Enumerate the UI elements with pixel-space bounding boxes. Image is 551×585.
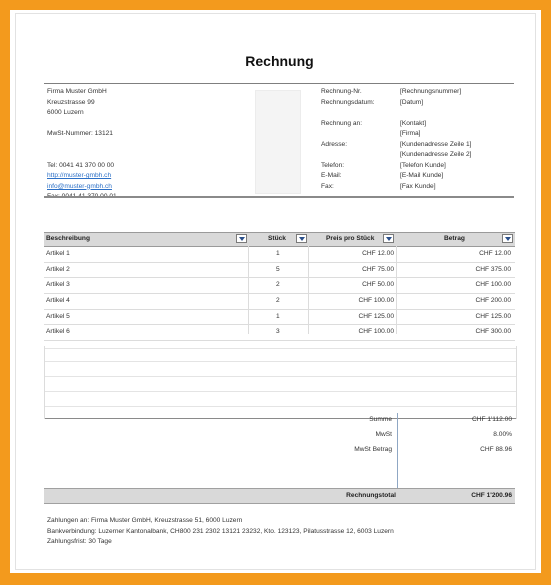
footer-terms: Zahlungsfrist: 30 Tage (47, 538, 112, 545)
invoice-info-value: [Kontakt] (400, 119, 427, 127)
invoice-info-value: [Datum] (400, 98, 424, 106)
company-info (47, 87, 117, 203)
cell-description: Artikel 3 (46, 281, 70, 289)
invoice-info-label: Rechnungsdatum: (321, 98, 375, 106)
company-vat: MwSt-Nummer: 13121 (47, 130, 113, 137)
footer-bank: Bankverbindung: Luzerner Kantonalbank, CH800 231 2302 13121 23232, Kto. 123123, Pilatusstrasse 12, 6003 Luzern (47, 527, 394, 535)
invoice-info-value (400, 108, 471, 119)
header-divider-top (44, 83, 514, 84)
table-row (44, 310, 515, 326)
cell-unit-price: CHF 125.00 (358, 312, 394, 320)
cell-amount: CHF 375.00 (475, 265, 511, 273)
cell-amount: CHF 300.00 (475, 328, 511, 336)
cell-unit-price: CHF 100.00 (358, 328, 394, 336)
cell-unit-price: CHF 50.00 (362, 281, 394, 289)
filter-dropdown-description[interactable] (236, 234, 247, 243)
vat-amount-label: MwSt Betrag (354, 446, 392, 453)
filter-dropdown-qty[interactable] (296, 234, 307, 243)
cell-description: Artikel 2 (46, 265, 70, 273)
sum-value: CHF 1'112.00 (472, 416, 512, 423)
table-row (44, 247, 515, 263)
table-empty-rows (44, 346, 517, 419)
table-row (44, 325, 515, 341)
table-body (44, 247, 515, 341)
cell-qty: 2 (276, 281, 280, 289)
cell-qty: 3 (276, 328, 280, 336)
invoice-info-value: [Fax Kunde] (400, 182, 436, 190)
invoice-info-label (321, 108, 375, 119)
vat-label: MwSt (375, 431, 392, 438)
invoice-info-label: Rechnung an: (321, 119, 363, 127)
invoice-info-label: Rechnung-Nr. (321, 88, 362, 95)
payment-footer (47, 516, 394, 548)
cell-unit-price: CHF 75.00 (362, 265, 394, 273)
vat-amount-value: CHF 88.96 (480, 446, 512, 453)
invoice-info-values (400, 87, 471, 192)
cell-amount: CHF 12.00 (479, 250, 511, 257)
filter-dropdown-amount[interactable] (502, 234, 513, 243)
invoice-info-label: Telefon: (321, 161, 345, 169)
invoice-info-value: [E-Mail Kunde] (400, 172, 444, 179)
header-divider-bottom (44, 196, 514, 198)
footer-payment-to: Zahlungen an: Firma Muster GmbH, Kreuzstrasse 51, 6000 Luzern (47, 517, 243, 524)
cell-qty: 5 (276, 265, 280, 273)
logo-placeholder (255, 90, 301, 194)
cell-description: Artikel 4 (46, 297, 70, 305)
header-description: Beschreibung (46, 235, 90, 242)
invoice-info-value: [Kundenadresse Zeile 2] (400, 151, 472, 158)
vat-value: 8.00% (493, 431, 512, 438)
invoice-info-label: Adresse: (321, 140, 348, 148)
invoice-info-label (321, 150, 375, 161)
total-row (44, 488, 515, 504)
cell-description: Artikel 5 (46, 312, 70, 320)
company-street: Kreuzstrasse 99 (47, 98, 95, 106)
invoice-info-label: Fax: (321, 182, 334, 190)
company-city: 6000 Luzern (47, 109, 84, 116)
invoice-info-value: [Firma] (400, 130, 421, 137)
cell-amount: CHF 100.00 (475, 281, 511, 289)
cell-unit-price: CHF 100.00 (358, 297, 394, 305)
table-row (44, 294, 515, 310)
table-header (44, 232, 515, 247)
invoice-info-labels (321, 87, 375, 192)
cell-qty: 1 (276, 250, 280, 257)
company-email-link[interactable]: info@muster-gmbh.ch (47, 182, 112, 190)
invoice-info-value: [Telefon Kunde] (400, 161, 446, 169)
invoice-info-value: [Rechnungsnummer] (400, 88, 462, 95)
header-amount: Betrag (444, 235, 465, 242)
cell-description: Artikel 1 (46, 250, 70, 257)
company-web-link[interactable]: http://muster-gmbh.ch (47, 172, 112, 179)
company-phone: Tel: 0041 41 370 00 00 (47, 161, 115, 169)
page-title: Rechnung (245, 53, 314, 69)
cell-qty: 1 (276, 312, 280, 320)
filter-dropdown-unit-price[interactable] (383, 234, 394, 243)
header-qty: Stück (268, 235, 286, 242)
invoice-sheet (10, 10, 541, 573)
total-label: Rechnungstotal (346, 492, 396, 499)
cell-qty: 2 (276, 297, 280, 305)
invoice-info-label (321, 129, 375, 140)
sum-label: Summe (369, 416, 392, 423)
header-unit-price: Preis pro Stück (326, 235, 375, 242)
cell-description: Artikel 6 (46, 328, 70, 336)
invoice-info-value: [Kundenadresse Zeile 1] (400, 140, 472, 148)
cell-unit-price: CHF 12.00 (362, 250, 394, 257)
table-row (44, 263, 515, 279)
table-row (44, 278, 515, 294)
items-table (44, 232, 515, 341)
company-name: Firma Muster GmbH (47, 88, 107, 95)
total-value: CHF 1'200.96 (471, 492, 512, 499)
cell-amount: CHF 200.00 (475, 297, 511, 305)
cell-amount: CHF 125.00 (475, 312, 511, 320)
invoice-info-label: E-Mail: (321, 172, 342, 179)
